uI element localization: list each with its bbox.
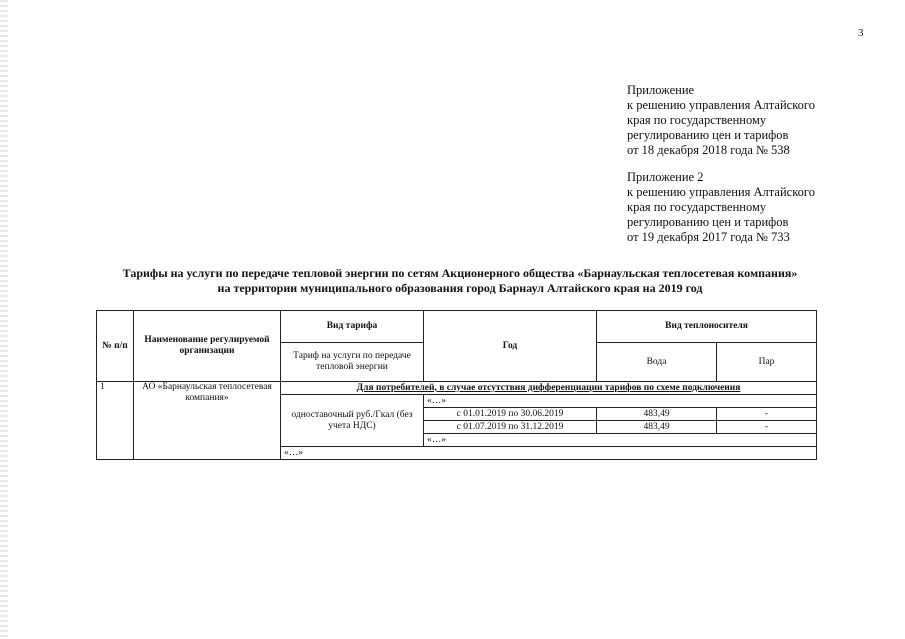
appendix-2-line: от 19 декабря 2017 года № 733 [627, 230, 790, 244]
appendix-1-line: Приложение [627, 83, 695, 97]
header-water: Вода [597, 343, 717, 382]
row-organization: АО «Барнаульская теплосетевая компания» [134, 382, 281, 460]
appendix-2-line: края по государственному [627, 200, 767, 214]
appendix-2-block [627, 170, 815, 245]
appendix-1-line: регулированию цен и тарифов [627, 128, 789, 142]
header-heat-carrier: Вид теплоносителя [597, 311, 817, 343]
ellipsis-top: «…» [424, 395, 817, 408]
title-line-1: Тарифы на услуги по передаче тепловой энергии по сетям Акционерного общества «Барнаульская теплосетевая компания» [122, 266, 798, 280]
row-subheading: Для потребителей, в случае отсутствия дифференциации тарифов по схеме подключения [281, 382, 817, 395]
scan-edge [0, 0, 8, 639]
period-cell: с 01.07.2019 по 31.12.2019 [424, 421, 597, 434]
header-number: № п/п [97, 311, 134, 382]
period-cell: с 01.01.2019 по 30.06.2019 [424, 408, 597, 421]
header-year: Год [424, 311, 597, 382]
tariff-table [96, 310, 817, 460]
header-tariff-type: Вид тарифа [281, 311, 424, 343]
appendix-1-line: к решению управления Алтайского [627, 98, 815, 112]
ellipsis-middle: «…» [424, 434, 817, 447]
row-number: 1 [97, 382, 134, 460]
appendix-1-line: края по государственному [627, 113, 767, 127]
water-value-cell: 483,49 [597, 408, 717, 421]
title-line-2: на территории муниципального образования город Барнаул Алтайского края на 2019 год [217, 281, 703, 295]
ellipsis-bottom: «…» [281, 447, 817, 460]
appendix-2-line: к решению управления Алтайского [627, 185, 815, 199]
appendix-2-line: регулированию цен и тарифов [627, 215, 789, 229]
tariff-label: одноставочный руб./Гкал (без учета НДС) [281, 395, 424, 447]
appendix-2-line: Приложение 2 [627, 170, 704, 184]
header-tariff-subtype: Тариф на услуги по передаче тепловой энергии [281, 343, 424, 382]
header-steam: Пар [717, 343, 817, 382]
appendix-1-line: от 18 декабря 2018 года № 538 [627, 143, 790, 157]
steam-value-cell: - [717, 408, 817, 421]
water-value-cell: 483,49 [597, 421, 717, 434]
steam-value-cell: - [717, 421, 817, 434]
page-number: 3 [858, 27, 864, 39]
document-title [80, 266, 840, 296]
appendix-1-block [627, 83, 815, 158]
header-organization: Наименование регулируемой организации [134, 311, 281, 382]
